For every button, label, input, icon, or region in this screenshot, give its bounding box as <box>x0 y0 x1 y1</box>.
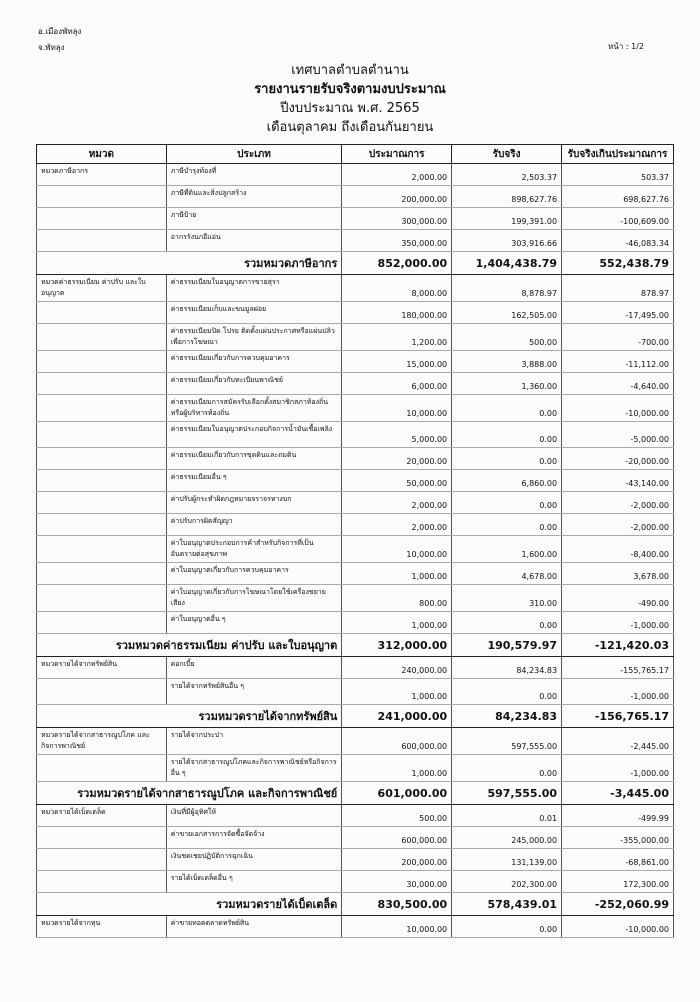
type-cell: ดอกเบี้ย <box>166 657 342 679</box>
table-row <box>37 585 674 612</box>
type-cell: ค่าปรับการผิดสัญญา <box>166 514 342 536</box>
actual-cell: 202,300.00 <box>452 871 562 893</box>
estimate-cell: 600,000.00 <box>342 827 452 849</box>
actual-cell: 199,391.00 <box>452 208 562 230</box>
estimate-cell: 2,000.00 <box>342 492 452 514</box>
diff-cell: -17,495.00 <box>562 302 674 324</box>
type-cell: ค่าธรรมเนียมการสมัครรับเลือกตั้งสมาชิกสภาท้องถิ่นหรือผู้บริหารท้องถิ่น <box>166 395 342 422</box>
diff-cell: -11,112.00 <box>562 351 674 373</box>
diff-cell: -700.00 <box>562 324 674 351</box>
province-label: จ.พัทลุง <box>38 43 65 52</box>
group-total-label: รวมหมวดรายได้จากสาธารณูปโภค และกิจการพาณิชย์ <box>37 782 342 805</box>
type-cell: ค่าธรรมเนียมเก็บและขนมูลฝอย <box>166 302 342 324</box>
total-actual-cell: 84,234.83 <box>452 705 562 728</box>
diff-cell: -68,861.00 <box>562 849 674 871</box>
type-cell: ภาษีที่ดินและสิ่งปลูกสร้าง <box>166 186 342 208</box>
total-estimate-cell: 852,000.00 <box>342 252 452 275</box>
type-cell: รายได้จากทรัพย์สินอื่น ๆ <box>166 679 342 705</box>
estimate-cell: 20,000.00 <box>342 448 452 470</box>
diff-cell: -46,083.34 <box>562 230 674 252</box>
table-row <box>37 849 674 871</box>
category-cell: หมวดรายได้จากทุน <box>37 916 167 938</box>
type-cell: ค่าขายเอกสารการจัดซื้อจัดจ้าง <box>166 827 342 849</box>
type-cell: ค่าใบอนุญาตอื่น ๆ <box>166 612 342 634</box>
category-cell: หมวดรายได้จากสาธารณูปโภค และกิจการพาณิชย์ <box>37 728 167 755</box>
group-total-label: รวมหมวดรายได้จากทรัพย์สิน <box>37 705 342 728</box>
estimate-cell: 600,000.00 <box>342 728 452 755</box>
col-header-actual: รับจริง <box>452 145 562 164</box>
estimate-cell: 2,000.00 <box>342 514 452 536</box>
actual-cell: 0.01 <box>452 805 562 827</box>
estimate-cell: 300,000.00 <box>342 208 452 230</box>
actual-cell: 597,555.00 <box>452 728 562 755</box>
total-actual-cell: 597,555.00 <box>452 782 562 805</box>
type-cell: เงินชดเชยปฏิบัติการฉุกเฉิน <box>166 849 342 871</box>
category-cell <box>37 448 167 470</box>
diff-cell: -8,400.00 <box>562 536 674 563</box>
group-total-row <box>37 893 674 916</box>
report-header-location <box>38 24 81 56</box>
type-cell: ค่าธรรมเนียมอื่น ๆ <box>166 470 342 492</box>
estimate-cell: 1,000.00 <box>342 755 452 782</box>
estimate-cell: 240,000.00 <box>342 657 452 679</box>
total-estimate-cell: 830,500.00 <box>342 893 452 916</box>
category-cell <box>37 849 167 871</box>
actual-cell: 245,000.00 <box>452 827 562 849</box>
total-diff-cell: -3,445.00 <box>562 782 674 805</box>
page-number: หน้า : 1/2 <box>608 42 644 51</box>
type-cell: รายได้จากประปา <box>166 728 342 755</box>
diff-cell: -1,000.00 <box>562 679 674 705</box>
table-row <box>37 657 674 679</box>
actual-cell: 0.00 <box>452 755 562 782</box>
actual-cell: 2,503.37 <box>452 164 562 186</box>
table-row <box>37 422 674 448</box>
estimate-cell: 30,000.00 <box>342 871 452 893</box>
table-row <box>37 871 674 893</box>
type-cell: ค่าธรรมเนียมเกี่ยวกับการขุดดินและถมดิน <box>166 448 342 470</box>
category-cell <box>37 186 167 208</box>
actual-cell: 0.00 <box>452 612 562 634</box>
report-period: เดือนตุลาคม ถึงเดือนกันยายน <box>266 120 434 135</box>
actual-cell: 0.00 <box>452 514 562 536</box>
estimate-cell: 10,000.00 <box>342 916 452 938</box>
actual-cell: 0.00 <box>452 492 562 514</box>
table-row <box>37 395 674 422</box>
actual-cell: 162,505.00 <box>452 302 562 324</box>
category-cell: หมวดรายได้เบ็ดเตล็ด <box>37 805 167 827</box>
estimate-cell: 200,000.00 <box>342 186 452 208</box>
estimate-cell: 10,000.00 <box>342 536 452 563</box>
table-row <box>37 679 674 705</box>
revenue-table <box>36 144 674 938</box>
total-estimate-cell: 241,000.00 <box>342 705 452 728</box>
table-row <box>37 755 674 782</box>
category-cell <box>37 492 167 514</box>
table-row <box>37 514 674 536</box>
estimate-cell: 800.00 <box>342 585 452 612</box>
total-diff-cell: 552,438.79 <box>562 252 674 275</box>
estimate-cell: 6,000.00 <box>342 373 452 395</box>
total-estimate-cell: 601,000.00 <box>342 782 452 805</box>
diff-cell: 878.97 <box>562 275 674 302</box>
district-label: อ.เมืองพัทลุง <box>38 27 82 36</box>
category-cell <box>37 302 167 324</box>
col-header-diff: รับจริงเกินประมาณการ <box>562 145 674 164</box>
estimate-cell: 1,000.00 <box>342 563 452 585</box>
table-header-row <box>37 145 674 164</box>
estimate-cell: 350,000.00 <box>342 230 452 252</box>
actual-cell: 0.00 <box>452 916 562 938</box>
table-row <box>37 208 674 230</box>
org-title: เทศบาลตำบลตำนาน <box>291 63 409 78</box>
table-row <box>37 230 674 252</box>
table-body <box>37 164 674 938</box>
diff-cell: 3,678.00 <box>562 563 674 585</box>
type-cell: ค่าธรรมเนียมใบอนุญาตการขายสุรา <box>166 275 342 302</box>
type-cell: ค่าใบอนุญาตประกอบการค้าสำหรับกิจการที่เป็นอันตรายต่อสุขภาพ <box>166 536 342 563</box>
category-cell <box>37 514 167 536</box>
diff-cell: -20,000.00 <box>562 448 674 470</box>
type-cell: ค่าธรรมเนียมปิด โปรย ติดตั้งแผ่นประกาศหรือแผ่นปลิว เพื่อการโฆษณา <box>166 324 342 351</box>
category-cell <box>37 395 167 422</box>
category-cell <box>37 585 167 612</box>
actual-cell: 310.00 <box>452 585 562 612</box>
report-title: รายงานรายรับจริงตามงบประมาณ <box>254 82 446 97</box>
diff-cell: -1,000.00 <box>562 755 674 782</box>
group-total-row <box>37 705 674 728</box>
fiscal-year: ปีงบประมาณ พ.ศ. 2565 <box>280 101 420 116</box>
diff-cell: -10,000.00 <box>562 916 674 938</box>
estimate-cell: 1,000.00 <box>342 612 452 634</box>
type-cell: ค่าธรรมเนียมเกี่ยวกับการควบคุมอาคาร <box>166 351 342 373</box>
estimate-cell: 2,000.00 <box>342 164 452 186</box>
type-cell: ภาษีป้าย <box>166 208 342 230</box>
diff-cell: 172,300.00 <box>562 871 674 893</box>
diff-cell: -355,000.00 <box>562 827 674 849</box>
table-row <box>37 470 674 492</box>
category-cell: หมวดรายได้จากทรัพย์สิน <box>37 657 167 679</box>
actual-cell: 500.00 <box>452 324 562 351</box>
diff-cell: 503.37 <box>562 164 674 186</box>
diff-cell: -100,609.00 <box>562 208 674 230</box>
table-row <box>37 186 674 208</box>
group-total-label: รวมหมวดค่าธรรมเนียม ค่าปรับ และใบอนุญาต <box>37 634 342 657</box>
category-cell: หมวดค่าธรรมเนียม ค่าปรับ และใบอนุญาต <box>37 275 167 302</box>
estimate-cell: 5,000.00 <box>342 422 452 448</box>
estimate-cell: 10,000.00 <box>342 395 452 422</box>
table-row <box>37 448 674 470</box>
total-actual-cell: 578,439.01 <box>452 893 562 916</box>
table-row <box>37 351 674 373</box>
table-row <box>37 302 674 324</box>
table-row <box>37 324 674 351</box>
type-cell: ภาษีบำรุงท้องที่ <box>166 164 342 186</box>
total-diff-cell: -252,060.99 <box>562 893 674 916</box>
estimate-cell: 200,000.00 <box>342 849 452 871</box>
diff-cell: -155,765.17 <box>562 657 674 679</box>
category-cell <box>37 563 167 585</box>
estimate-cell: 180,000.00 <box>342 302 452 324</box>
category-cell <box>37 208 167 230</box>
group-total-row <box>37 634 674 657</box>
category-cell <box>37 827 167 849</box>
type-cell: ค่าใบอนุญาตเกี่ยวกับการโฆษณาโดยใช้เครื่องขยายเสียง <box>166 585 342 612</box>
diff-cell: -490.00 <box>562 585 674 612</box>
report-titles <box>0 56 700 135</box>
diff-cell: -5,000.00 <box>562 422 674 448</box>
table-row <box>37 275 674 302</box>
actual-cell: 0.00 <box>452 679 562 705</box>
table-row <box>37 827 674 849</box>
actual-cell: 1,600.00 <box>452 536 562 563</box>
table-row <box>37 805 674 827</box>
type-cell: ค่าธรรมเนียมเกี่ยวกับทะเบียนพาณิชย์ <box>166 373 342 395</box>
total-actual-cell: 190,579.97 <box>452 634 562 657</box>
diff-cell: -499.99 <box>562 805 674 827</box>
category-cell <box>37 422 167 448</box>
estimate-cell: 8,000.00 <box>342 275 452 302</box>
actual-cell: 0.00 <box>452 422 562 448</box>
type-cell: เงินที่มีผู้อุทิศให้ <box>166 805 342 827</box>
actual-cell: 131,139.00 <box>452 849 562 871</box>
diff-cell: -2,000.00 <box>562 514 674 536</box>
group-total-label: รวมหมวดภาษีอากร <box>37 252 342 275</box>
category-cell <box>37 612 167 634</box>
type-cell: อากรรังนกอีแอ่น <box>166 230 342 252</box>
category-cell <box>37 536 167 563</box>
diff-cell: -1,000.00 <box>562 612 674 634</box>
diff-cell: -2,445.00 <box>562 728 674 755</box>
table-row <box>37 916 674 938</box>
actual-cell: 303,916.66 <box>452 230 562 252</box>
estimate-cell: 500.00 <box>342 805 452 827</box>
actual-cell: 1,360.00 <box>452 373 562 395</box>
diff-cell: -4,640.00 <box>562 373 674 395</box>
type-cell: ค่าใบอนุญาตเกี่ยวกับการควบคุมอาคาร <box>166 563 342 585</box>
diff-cell: -43,140.00 <box>562 470 674 492</box>
actual-cell: 4,678.00 <box>452 563 562 585</box>
table-row <box>37 563 674 585</box>
total-diff-cell: -121,420.03 <box>562 634 674 657</box>
actual-cell: 0.00 <box>452 395 562 422</box>
table-row <box>37 612 674 634</box>
col-header-type: ประเภท <box>166 145 342 164</box>
table-row <box>37 536 674 563</box>
actual-cell: 6,860.00 <box>452 470 562 492</box>
category-cell <box>37 351 167 373</box>
group-total-row <box>37 782 674 805</box>
actual-cell: 0.00 <box>452 448 562 470</box>
total-estimate-cell: 312,000.00 <box>342 634 452 657</box>
estimate-cell: 15,000.00 <box>342 351 452 373</box>
table-row <box>37 164 674 186</box>
category-cell <box>37 230 167 252</box>
category-cell <box>37 324 167 351</box>
category-cell <box>37 373 167 395</box>
estimate-cell: 1,200.00 <box>342 324 452 351</box>
actual-cell: 8,878.97 <box>452 275 562 302</box>
actual-cell: 898,627.76 <box>452 186 562 208</box>
type-cell: ค่าธรรมเนียมใบอนุญาตประกอบกิจการน้ำมันเชื้อเพลิง <box>166 422 342 448</box>
category-cell <box>37 871 167 893</box>
type-cell: ค่าปรับผู้กระทำผิดกฎหมายจราจรทางบก <box>166 492 342 514</box>
actual-cell: 3,888.00 <box>452 351 562 373</box>
table-row <box>37 373 674 395</box>
estimate-cell: 1,000.00 <box>342 679 452 705</box>
diff-cell: -10,000.00 <box>562 395 674 422</box>
group-total-label: รวมหมวดรายได้เบ็ดเตล็ด <box>37 893 342 916</box>
table-row <box>37 728 674 755</box>
col-header-estimate: ประมาณการ <box>342 145 452 164</box>
category-cell: หมวดภาษีอากร <box>37 164 167 186</box>
diff-cell: -2,000.00 <box>562 492 674 514</box>
group-total-row <box>37 252 674 275</box>
category-cell <box>37 679 167 705</box>
actual-cell: 84,234.83 <box>452 657 562 679</box>
total-actual-cell: 1,404,438.79 <box>452 252 562 275</box>
table-row <box>37 492 674 514</box>
type-cell: รายได้เบ็ดเตล็ดอื่น ๆ <box>166 871 342 893</box>
category-cell <box>37 470 167 492</box>
type-cell: รายได้จากสาธารณูปโภคและกิจการพาณิชย์หรือกิจการอื่น ๆ <box>166 755 342 782</box>
total-diff-cell: -156,765.17 <box>562 705 674 728</box>
estimate-cell: 50,000.00 <box>342 470 452 492</box>
diff-cell: 698,627.76 <box>562 186 674 208</box>
category-cell <box>37 755 167 782</box>
type-cell: ค่าขายทอดตลาดทรัพย์สิน <box>166 916 342 938</box>
col-header-category: หมวด <box>37 145 167 164</box>
